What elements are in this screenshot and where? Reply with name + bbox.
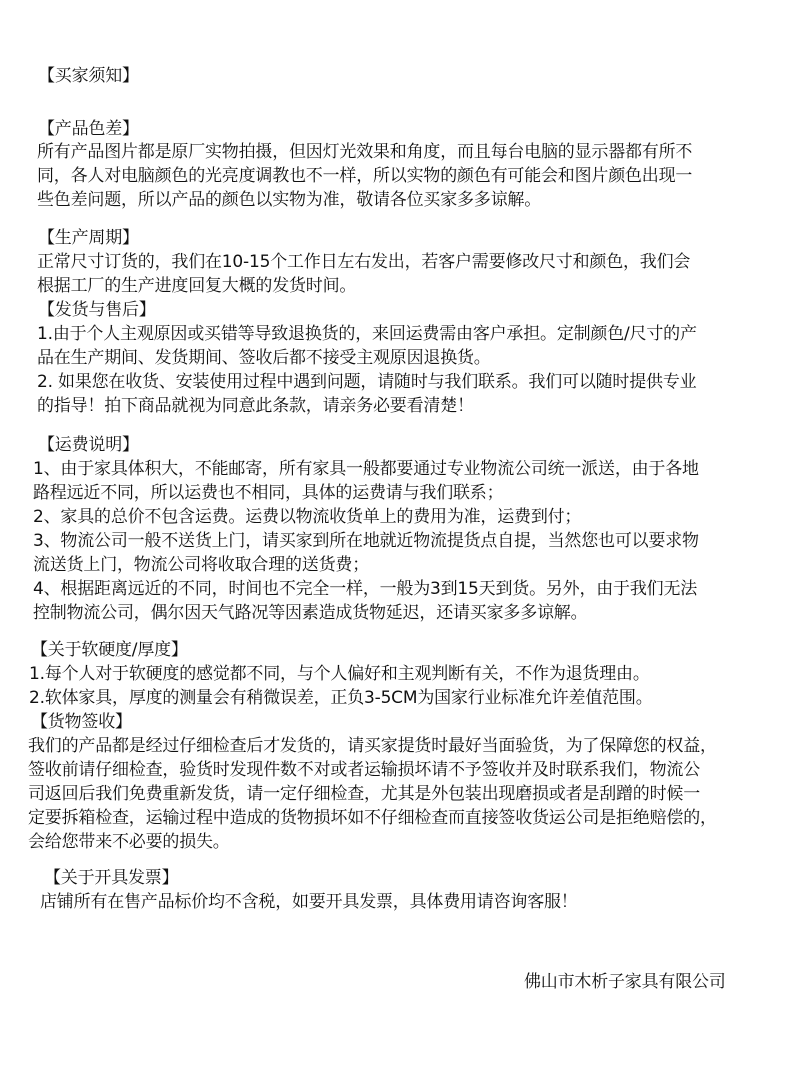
section-line: 所有产品图片都是原厂实物拍摄，但因灯光效果和角度，而且每台电脑的显示器都有所不	[37, 142, 693, 162]
section-line: 3、物流公司一般不送货上门，请买家到所在地就近物流提货点自提，当然您也可以要求物	[33, 531, 699, 551]
section-line: 路程远近不同，所以运费也不相同，具体的运费请与我们联系；	[33, 483, 504, 503]
section-line: 1.由于个人主观原因或买错等导致退换货的，来回运费需由客户承担。定制颜色/尺寸的产	[37, 324, 697, 344]
section-line: 品在生产期间、发货期间、签收后都不接受主观原因退换货。	[37, 348, 491, 368]
section-line: 我们的产品都是经过仔细检查后才发货的，请买家提货时最好当面验货，为了保障您的权益，	[28, 736, 717, 756]
section-line: 会给您带来不必要的损失。	[28, 832, 230, 852]
section-line: 同，各人对电脑颜色的光亮度调教也不一样，所以实物的颜色有可能会和图片颜色出现一	[37, 166, 693, 186]
section-line: 1、由于家具体积大，不能邮寄，所有家具一般都要通过专业物流公司统一派送，由于各地	[33, 459, 699, 479]
section-heading-invoice: 【关于开具发票】	[44, 868, 179, 888]
section-heading-softness-thickness: 【关于软硬度/厚度】	[31, 640, 188, 660]
section-line: 1.每个人对于软硬度的感觉都不同，与个人偏好和主观判断有关，不作为退货理由。	[29, 664, 650, 684]
section-line: 定要拆箱检查，运输过程中造成的货物损坏如不仔细检查而直接签收货运公司是拒绝赔偿的，	[28, 808, 717, 828]
document-title: 【买家须知】	[38, 66, 139, 86]
section-line: 签收前请仔细检查，验货时发现件数不对或者运输损坏请不予签收并及时联系我们，物流公	[28, 760, 700, 780]
section-heading-delivery-signoff: 【货物签收】	[31, 712, 132, 732]
section-line: 2、家具的总价不包含运费。运费以物流收货单上的费用为准，运费到付；	[33, 507, 582, 527]
section-line: 店铺所有在售产品标价均不含税，如要开具发票，具体费用请咨询客服！	[40, 892, 578, 912]
section-line: 4、根据距离远近的不同，时间也不完全一样，一般为3到15天到货。另外，由于我们无法	[33, 579, 698, 599]
section-heading-freight: 【运费说明】	[38, 435, 139, 455]
section-heading-shipping-aftersales: 【发货与售后】	[38, 300, 156, 320]
section-line: 控制物流公司，偶尔因天气路况等因素造成货物延迟，还请买家多多谅解。	[33, 603, 588, 623]
section-line: 司返回后我们免费重新发货，请一定仔细检查，尤其是外包装出现磨损或者是刮蹭的时候一	[28, 784, 700, 804]
section-line: 正常尺寸订货的，我们在10-15个工作日左右发出，若客户需要修改尺寸和颜色，我们会	[37, 252, 691, 272]
company-signature: 佛山市木析子家具有限公司	[524, 972, 726, 992]
section-line: 的指导！拍下商品就视为同意此条款，请亲务必要看清楚！	[37, 396, 474, 416]
section-line: 流送货上门，物流公司将收取合理的送货费；	[33, 555, 369, 575]
section-line: 2.软体家具，厚度的测量会有稍微误差，正负3-5CM为国家行业标准允许差值范围。	[29, 688, 653, 708]
section-line: 2. 如果您在收货、安装使用过程中遇到问题，请随时与我们联系。我们可以随时提供专业	[37, 372, 697, 392]
section-heading-production-cycle: 【生产周期】	[38, 228, 139, 248]
section-heading-color-difference: 【产品色差】	[38, 119, 139, 139]
section-line: 根据工厂的生产进度回复大概的发货时间。	[37, 276, 357, 296]
section-line: 些色差问题，所以产品的颜色以实物为准，敬请各位买家多多谅解。	[37, 190, 541, 210]
